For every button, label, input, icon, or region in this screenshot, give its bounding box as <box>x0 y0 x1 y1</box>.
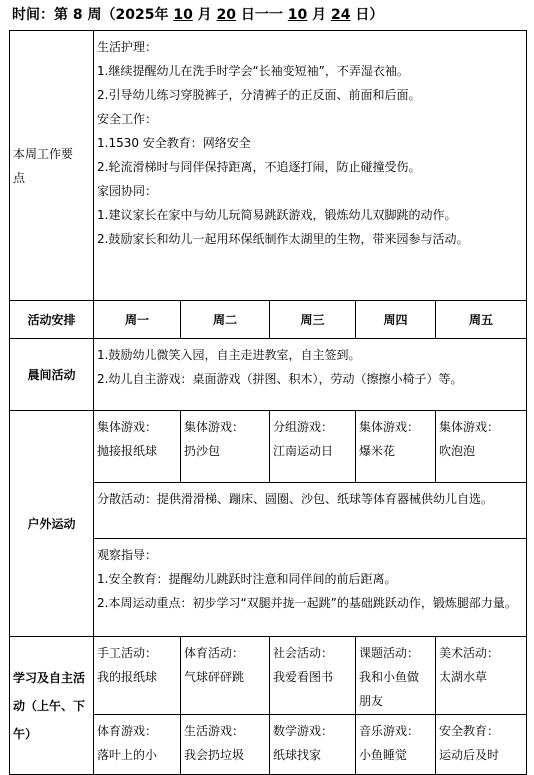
work-points-label: 本周工作要点 <box>10 31 94 301</box>
outdoor-scatter <box>94 483 527 539</box>
day-thursday: 周四 <box>356 301 436 339</box>
day-wednesday: 周三 <box>270 301 356 339</box>
learning2-friday: 安全教育： 运动后及时 <box>436 715 527 775</box>
work-line: 家园协同： <box>97 184 158 198</box>
header-end-day: 24 <box>331 7 351 23</box>
learning-tuesday: 体育活动： 气球砰砰跳 <box>181 637 270 715</box>
outdoor-game-thursday: 集体游戏： 爆米花 <box>356 411 436 483</box>
morning-label: 晨间活动 <box>10 339 94 411</box>
outdoor-game-monday: 集体游戏： 抛接报纸球 <box>94 411 181 483</box>
work-line: 1.建议家长在家中与幼儿玩简易跳跃游戏，锻炼幼儿双脚跳的动作。 <box>97 208 457 222</box>
morning-line: 1.鼓励幼儿微笑入园，自主走进教室，自主签到。 <box>97 348 361 362</box>
work-points-content <box>94 31 527 301</box>
work-line: 2.鼓励家长和幼儿一起用环保纸制作太湖里的生物，带来园参与活动。 <box>97 232 469 246</box>
work-line: 2.引导幼儿练习穿脱裤子，分清裤子的正反面、前面和后面。 <box>97 88 421 102</box>
learning2-monday: 体育游戏： 落叶上的小 <box>94 715 181 775</box>
outdoor-game-friday: 集体游戏： 吹泡泡 <box>436 411 527 483</box>
observe-line: 2.本周运动重点：初步学习“双腿并拢一起跳”的基础跳跃动作，锻炼腿部力量。 <box>97 596 517 610</box>
outdoor-game-tuesday: 集体游戏： 扔沙包 <box>181 411 270 483</box>
observe-line: 观察指导： <box>97 548 158 562</box>
work-line: 1.继续提醒幼儿在洗手时学会“长袖变短袖”，不弄湿衣袖。 <box>97 64 409 78</box>
outdoor-label: 户外运动 <box>10 411 94 637</box>
learning2-wednesday: 数学游戏： 纸球找家 <box>270 715 356 775</box>
header-end-month: 10 <box>287 7 308 23</box>
morning-line: 2.幼儿自主游戏：桌面游戏（拼图、积木），劳动（擦擦小椅子）等。 <box>97 372 463 386</box>
work-line: 生活护理： <box>97 40 158 54</box>
header-text: 月 <box>192 7 217 23</box>
header-text: 日一一 <box>236 7 288 23</box>
day-monday: 周一 <box>94 301 181 339</box>
day-tuesday: 周二 <box>181 301 270 339</box>
page-header <box>12 4 383 26</box>
observe-line: 1.安全教育：提醒幼儿跳跃时注意和同伴间的前后距离。 <box>97 572 397 586</box>
learning-label: 学习及自主活动（上午、下午） <box>10 637 94 775</box>
learning-monday: 手工活动： 我的报纸球 <box>94 637 181 715</box>
learning-friday: 美术活动： 太湖水草 <box>436 637 527 715</box>
header-text: 月 <box>307 7 332 23</box>
header-text: 日） <box>350 7 384 23</box>
learning2-thursday: 音乐游戏： 小鱼睡觉 <box>356 715 436 775</box>
outdoor-observe <box>94 539 527 637</box>
work-line: 安全工作： <box>97 112 158 126</box>
schedule-label: 活动安排 <box>10 301 94 339</box>
weekly-plan-table <box>9 30 527 775</box>
day-friday: 周五 <box>436 301 527 339</box>
morning-content <box>94 339 527 411</box>
header-start-month: 10 <box>173 7 193 23</box>
header-start-day: 20 <box>216 7 237 23</box>
learning-thursday: 课题活动： 我和小鱼做朋友 <box>356 637 436 715</box>
outdoor-game-wednesday: 分组游戏： 江南运动日 <box>270 411 356 483</box>
header-prefix: 时间：第 8 周（2025年 <box>12 7 174 23</box>
learning2-tuesday: 生活游戏： 我会扔垃圾 <box>181 715 270 775</box>
work-line: 2.轮流滑梯时与同伴保持距离，不追逐打闹，防止碰撞受伤。 <box>97 160 421 174</box>
learning-wednesday: 社会活动： 我爱看图书 <box>270 637 356 715</box>
scatter-text: 分散活动：提供滑滑梯、蹦床、圆圈、沙包、纸球等体育器械供幼儿自选。 <box>97 492 494 506</box>
work-line: 1.1530 安全教育：网络安全 <box>97 136 251 150</box>
